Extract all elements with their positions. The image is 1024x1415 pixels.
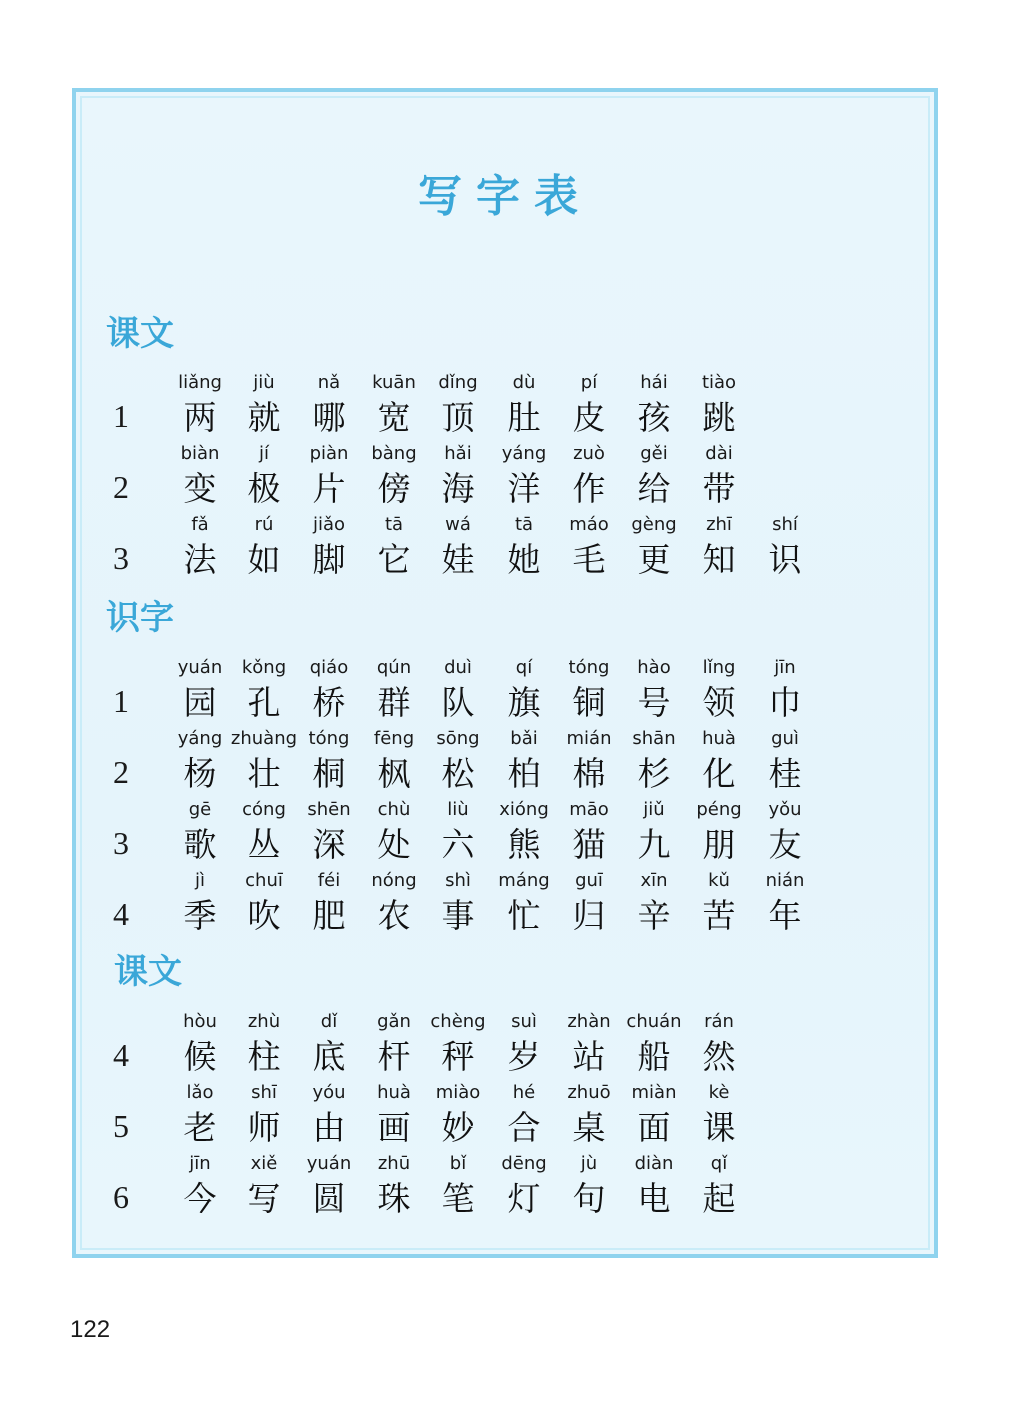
section-header: 课文 [106,314,174,354]
hanzi-character: 杆 [377,1037,411,1076]
hanzi-character: 面 [637,1108,671,1147]
row-number: 6 [113,1179,129,1215]
pinyin-label: zhuō [567,1082,611,1103]
pinyin-label: lǐng [702,657,736,678]
pinyin-label: biàn [180,443,220,464]
pinyin-label: māo [569,799,609,820]
pinyin-label: chèng [430,1011,486,1032]
pinyin-label: zhū [377,1153,411,1174]
character-row [76,728,934,800]
pinyin-label: chuī [245,870,283,891]
pinyin-label: guì [771,728,799,749]
pinyin-label: lǎo [186,1082,214,1103]
character-row [76,870,934,942]
pinyin-label: yáng [501,443,547,464]
hanzi-character: 杨 [183,754,217,793]
hanzi-character: 苦 [702,896,736,935]
hanzi-character: 顶 [441,398,475,437]
character-cell [746,728,824,794]
hanzi-character: 作 [572,469,606,508]
character-row [76,657,934,729]
pinyin-label: suì [511,1011,537,1032]
pinyin-label: shān [632,728,676,749]
hanzi-character: 就 [247,398,281,437]
pinyin-label: shī [251,1082,277,1103]
pinyin-label: tā [384,514,404,535]
row-number: 2 [113,754,129,790]
hanzi-character: 号 [637,683,671,722]
character-cell [680,1153,758,1219]
hanzi-character: 松 [441,754,475,793]
pinyin-label: qún [376,657,412,678]
hanzi-character: 朋 [702,825,736,864]
hanzi-character: 友 [768,825,802,864]
hanzi-character: 桂 [768,754,802,793]
hanzi-character: 柱 [247,1037,281,1076]
pinyin-label: tā [514,514,534,535]
pinyin-label: nóng [371,870,417,891]
character-row [76,443,934,515]
hanzi-character: 洋 [507,469,541,508]
hanzi-character: 知 [702,540,736,579]
row-number: 3 [113,540,129,576]
pinyin-label: gèng [631,514,677,535]
hanzi-character: 深 [312,825,346,864]
row-number: 4 [113,896,129,932]
hanzi-character: 候 [183,1037,217,1076]
pinyin-label: huà [702,728,736,749]
pinyin-label: jiǎo [312,514,346,535]
pinyin-label: péng [696,799,742,820]
pinyin-label: hé [512,1082,536,1103]
pinyin-label: dǐ [320,1011,338,1032]
row-number: 3 [113,825,129,861]
pinyin-label: chuán [626,1011,682,1032]
row-number: 5 [113,1108,129,1144]
hanzi-character: 识 [768,540,802,579]
hanzi-character: 今 [183,1179,217,1218]
hanzi-character: 毛 [572,540,606,579]
hanzi-character: 化 [702,754,736,793]
hanzi-character: 秤 [441,1037,475,1076]
hanzi-character: 站 [572,1037,606,1076]
hanzi-character: 桥 [312,683,346,722]
character-cell [746,514,824,580]
hanzi-character: 岁 [507,1037,541,1076]
hanzi-character: 两 [183,398,217,437]
pinyin-label: zuò [573,443,605,464]
pinyin-label: sōng [436,728,480,749]
pinyin-label: liù [447,799,469,820]
pinyin-label: hòu [183,1011,217,1032]
character-cell [680,443,758,509]
hanzi-character: 园 [183,683,217,722]
pinyin-label: hào [637,657,671,678]
hanzi-character: 画 [377,1108,411,1147]
hanzi-character: 辛 [637,896,671,935]
hanzi-character: 吹 [247,896,281,935]
pinyin-label: fēng [373,728,415,749]
hanzi-character: 农 [377,896,411,935]
character-cell [680,1011,758,1077]
hanzi-character: 由 [312,1108,346,1147]
hanzi-character: 底 [312,1037,346,1076]
pinyin-label: cóng [242,799,286,820]
pinyin-label: gěi [640,443,668,464]
pinyin-label: gǎn [377,1011,411,1032]
page-title: 写字表 [418,171,592,222]
pinyin-label: mián [566,728,612,749]
character-row [76,1082,934,1154]
section-header: 识字 [106,598,174,638]
character-cell [680,372,758,438]
pinyin-label: jí [258,443,269,464]
hanzi-character: 哪 [312,398,346,437]
hanzi-character: 肥 [312,896,346,935]
pinyin-label: hǎi [444,443,472,464]
pinyin-label: tóng [308,728,350,749]
hanzi-character: 师 [247,1108,281,1147]
pinyin-label: nián [765,870,805,891]
hanzi-character: 妙 [441,1108,475,1147]
pinyin-label: rán [704,1011,734,1032]
pinyin-label: jīn [774,657,796,678]
pinyin-label: kǒng [241,657,287,678]
pinyin-label: yuán [177,657,223,678]
hanzi-character: 宽 [377,398,411,437]
hanzi-character: 领 [702,683,736,722]
pinyin-label: gē [188,799,212,820]
pinyin-label: dù [512,372,536,393]
hanzi-character: 海 [441,469,475,508]
pinyin-label: kǔ [708,870,730,891]
row-number: 1 [113,398,129,434]
hanzi-character: 歌 [183,825,217,864]
pinyin-label: piàn [309,443,349,464]
pinyin-label: zhuàng [230,728,298,749]
hanzi-character: 极 [247,469,281,508]
pinyin-label: diàn [634,1153,674,1174]
pinyin-label: yóu [312,1082,346,1103]
hanzi-character: 归 [572,896,606,935]
pinyin-label: tiào [701,372,737,393]
hanzi-character: 脚 [312,540,346,579]
hanzi-character: 如 [247,540,281,579]
character-row [76,514,934,586]
pinyin-label: duì [444,657,472,678]
character-cell [680,1082,758,1148]
hanzi-character: 桌 [572,1108,606,1147]
pinyin-label: yuán [306,1153,352,1174]
pinyin-label: dǐng [438,372,478,393]
page-number: 122 [70,1316,111,1343]
pinyin-label: shì [445,870,471,891]
pinyin-label: rú [254,514,274,535]
pinyin-label: miào [435,1082,481,1103]
pinyin-label: xiě [250,1153,278,1174]
hanzi-character: 它 [377,540,411,579]
pinyin-label: kè [708,1082,730,1103]
hanzi-character: 皮 [572,398,606,437]
pinyin-label: pí [580,372,598,393]
hanzi-character: 柏 [507,754,541,793]
hanzi-character: 给 [637,469,671,508]
hanzi-character: 句 [572,1179,606,1218]
pinyin-label: féi [317,870,341,891]
hanzi-character: 六 [441,825,475,864]
hanzi-character: 法 [183,540,217,579]
hanzi-character: 她 [507,540,541,579]
pinyin-label: máng [498,870,550,891]
pinyin-label: hái [640,372,668,393]
hanzi-character: 肚 [507,398,541,437]
pinyin-label: shēn [307,799,351,820]
character-row [76,372,934,444]
hanzi-character: 铜 [572,683,606,722]
pinyin-label: qí [515,657,533,678]
hanzi-character: 笔 [441,1179,475,1218]
pinyin-label: zhī [706,514,732,535]
hanzi-character: 队 [441,683,475,722]
pinyin-label: qiáo [309,657,349,678]
hanzi-character: 壮 [247,754,281,793]
hanzi-character: 巾 [768,683,802,722]
hanzi-character: 跳 [702,398,736,437]
hanzi-character: 忙 [507,896,541,935]
hanzi-character: 处 [377,825,411,864]
row-number: 4 [113,1037,129,1073]
hanzi-character: 年 [768,896,802,935]
hanzi-character: 枫 [377,754,411,793]
hanzi-character: 老 [183,1108,217,1147]
pinyin-label: wá [445,514,471,535]
hanzi-character: 旗 [507,683,541,722]
pinyin-label: xīn [640,870,668,891]
pinyin-label: máo [569,514,609,535]
hanzi-character: 课 [702,1108,736,1147]
pinyin-label: yáng [177,728,223,749]
hanzi-character: 珠 [377,1179,411,1218]
hanzi-character: 桐 [312,754,346,793]
hanzi-character: 棉 [572,754,606,793]
pinyin-label: huà [377,1082,411,1103]
pinyin-label: zhàn [567,1011,611,1032]
pinyin-label: nǎ [317,372,341,393]
hanzi-character: 更 [637,540,671,579]
hanzi-character: 片 [312,469,346,508]
section-header: 课文 [114,952,182,992]
pinyin-label: jīn [189,1153,211,1174]
pinyin-label: liǎng [178,372,222,393]
hanzi-character: 猫 [572,825,606,864]
hanzi-character: 事 [441,896,475,935]
hanzi-character: 孩 [637,398,671,437]
character-row [76,1011,934,1083]
pinyin-label: miàn [631,1082,677,1103]
pinyin-label: kuān [372,372,416,393]
hanzi-character: 傍 [377,469,411,508]
hanzi-character: 杉 [637,754,671,793]
hanzi-character: 群 [377,683,411,722]
hanzi-character: 写 [247,1179,281,1218]
pinyin-label: dài [705,443,733,464]
pinyin-label: yǒu [768,799,802,820]
hanzi-character: 带 [702,469,736,508]
writing-table-panel [72,88,938,1258]
hanzi-character: 电 [637,1179,671,1218]
character-cell [746,657,824,723]
hanzi-character: 熊 [507,825,541,864]
hanzi-character: 季 [183,896,217,935]
pinyin-label: tóng [568,657,610,678]
character-row [76,1153,934,1225]
hanzi-character: 孔 [247,683,281,722]
pinyin-label: chù [377,799,411,820]
row-number: 2 [113,469,129,505]
row-number: 1 [113,683,129,719]
pinyin-label: fǎ [191,514,209,535]
hanzi-character: 起 [702,1179,736,1218]
character-cell [746,870,824,936]
hanzi-character: 九 [637,825,671,864]
pinyin-label: bǐ [449,1153,467,1174]
hanzi-character: 圆 [312,1179,346,1218]
pinyin-label: jì [194,870,205,891]
hanzi-character: 丛 [247,825,281,864]
pinyin-label: bàng [371,443,417,464]
pinyin-label: shí [772,514,798,535]
hanzi-character: 合 [507,1108,541,1147]
pinyin-label: xióng [499,799,549,820]
pinyin-label: jiù [253,372,275,393]
hanzi-character: 娃 [441,540,475,579]
character-cell [746,799,824,865]
pinyin-label: zhù [247,1011,281,1032]
pinyin-label: jiǔ [643,799,665,820]
hanzi-character: 然 [702,1037,736,1076]
character-row [76,799,934,871]
pinyin-label: guī [575,870,603,891]
pinyin-label: bǎi [510,728,538,749]
pinyin-label: qǐ [710,1153,728,1174]
pinyin-label: dēng [501,1153,547,1174]
hanzi-character: 船 [637,1037,671,1076]
pinyin-label: jù [580,1153,598,1174]
hanzi-character: 灯 [507,1179,541,1218]
hanzi-character: 变 [183,469,217,508]
